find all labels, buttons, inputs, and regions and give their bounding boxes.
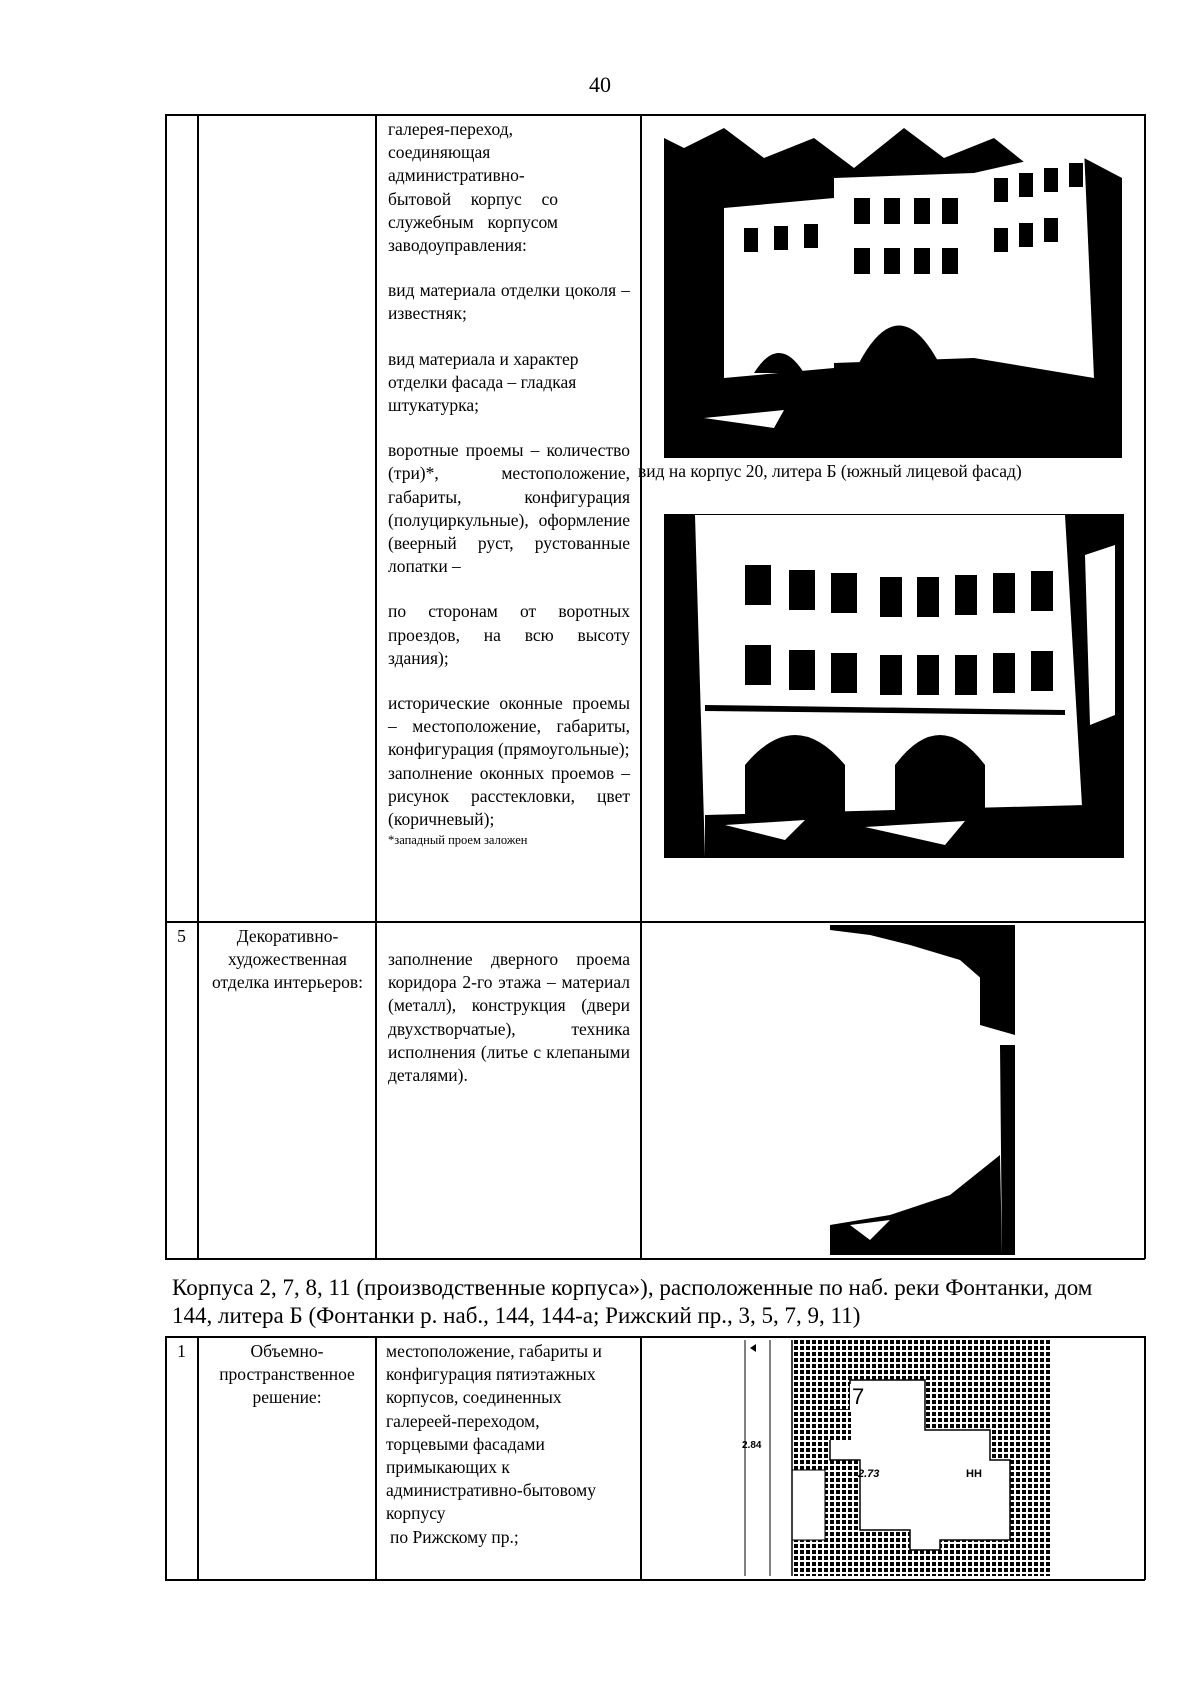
interior-door-photo [830, 925, 1015, 1255]
paragraph: галерея-переход, соединяющая административно-бытовой корпус со служебным корпусом заводоуправления: [388, 119, 558, 256]
description-last-line: по Рижскому пр.; [390, 1526, 519, 1547]
paragraph: заполнение оконных проемов – рисунок расстекловки, цвет (коричневый); [388, 762, 630, 830]
paragraph: вид материала отделки цоколя – известняк; [388, 280, 630, 324]
paragraph: по сторонам от воротных проездов, на всю высоту здания); [388, 601, 630, 668]
table-1-row-5-description: заполнение дверного проема коридора 2-го этажа – материал (металл), конструкция (двери двухстворчатые), техника исполнения (литье с клепаными деталями). [388, 949, 630, 1086]
plan-building-number: 7 [852, 1384, 865, 1409]
site-plan-map [740, 1340, 1050, 1576]
courtyard-photo-south-facade [664, 118, 1122, 458]
table-1-row-5-number: 5 [177, 926, 186, 946]
table-1-row-a-description [388, 118, 630, 848]
table-2-row-1-title: Объемно-пространственное решение: [219, 1341, 355, 1408]
table-2-row-1-number: 1 [177, 1341, 186, 1361]
plan-label: 2.73 [858, 1468, 880, 1480]
photo-caption: вид на корпус 20, литера Б (южный лицевой фасад) [638, 461, 1022, 481]
table-2-row-1-description [386, 1340, 626, 1549]
paragraph: вид материала и характер отделки фасада – гладкая штукатурка; [388, 348, 579, 416]
page-number: 40 [589, 72, 611, 97]
footnote: *западный проем заложен [388, 833, 528, 848]
paragraph: исторические оконные проемы – местоположение, габариты, конфигурация (прямоугольные); [388, 693, 630, 760]
description-text: местоположение, габариты и конфигурация пятиэтажных корпусов, соединенных галереей-переходом, торцевыми фасадами примыкающих к административно-бытовому корпусу [386, 1341, 602, 1524]
paragraph: воротные проемы – количество (три)*, местоположение, габариты, конфигурация (полуциркульные), оформление (веерный руст, рустованные лопатки – [388, 440, 630, 577]
table-1-row-5-title: Декоративно-художественная отделка интерьеров: [212, 926, 363, 993]
courtyard-photo-arches [664, 514, 1124, 858]
section-heading: Корпуса 2, 7, 8, 11 (производственные корпуса»), расположенные по наб. реки Фонтанки, дом 144, литера Б (Фонтанки р. наб., 144, 144-а; Рижский пр., 3, 5, 7, 9, 11) [172, 1275, 1093, 1328]
plan-label: НН [966, 1468, 982, 1480]
plan-label: 2.84 [742, 1440, 762, 1451]
